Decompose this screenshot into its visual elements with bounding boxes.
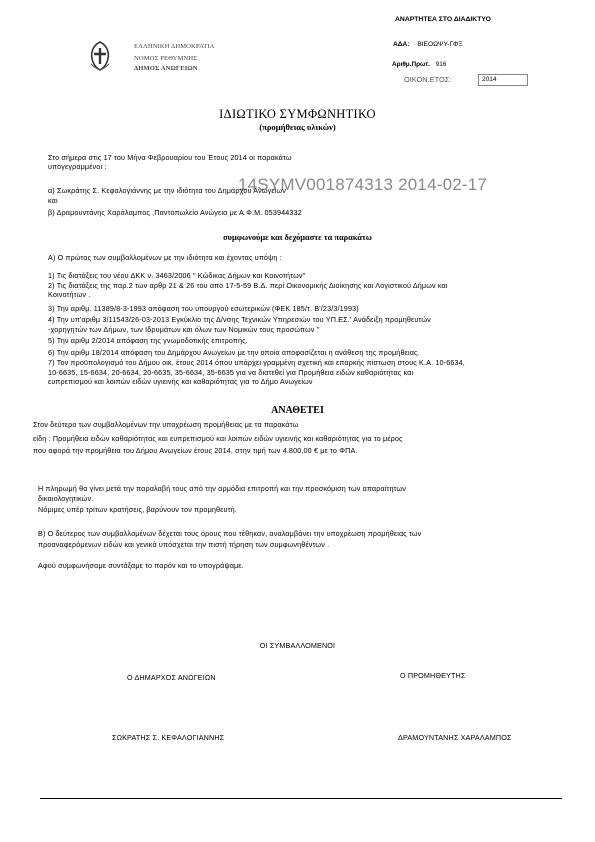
section-a-lead: Α) Ο πρώτος των συμβαλλομένων με την ιδιότητα και έχοντας υπόψη : xyxy=(48,253,282,262)
signatures-heading: ΟΙ ΣΥΜΒΑΛΛΟΜΕΝΟΙ xyxy=(259,641,336,650)
protocol-value: 916 xyxy=(435,61,447,68)
supplier-role: Ο ΠΡΟΜΗΘΕΥΤΗΣ xyxy=(400,671,466,680)
greek-emblem-icon xyxy=(84,40,116,72)
registration-watermark: 14SYMV001874313 2014-02-17 xyxy=(238,175,488,194)
ada-label: ΑΔΑ: xyxy=(393,41,410,48)
org-line-2: ΝΟΜΟΣ ΡΕΘΥΜΝΗΣ xyxy=(134,55,198,62)
supplier-name: ΔΡΑΜΟΥΝΤΑΝΗΣ ΧΑΡΑΛΑΜΠΟΣ xyxy=(398,733,512,742)
section-a-item: 7) Τον προϋπολογισμό του Δήμου οικ. έτους 2014 όπου υπάρχει γραμμένη σχετική και επαρκής πίστωση στους Κ.Α. 10-6634, xyxy=(48,358,465,367)
fiscal-year-label: ΟΙΚΟΝ.ΕΤΟΣ: xyxy=(404,75,452,84)
document-subtitle: (προμήθειας υλικών) xyxy=(259,122,336,132)
section-a-item: ευπρεπισμού και λοιπών ειδών υγιεινής και καθαριότητας για το Δήμο Ανωγείων xyxy=(48,377,313,386)
intro-line-1: Στο σήμερα στις 17 του Μήνα Φεβρουαρίου του Έτους 2014 οι παρακάτω xyxy=(48,153,292,162)
payment-line: Νόμιμες υπέρ τρίτων κρατήσεις, βαρύνουν τον προμηθευτή. xyxy=(38,505,237,514)
and-word: και xyxy=(48,196,58,205)
section-b-line: προαναφερόμενων ειδών και γενικά υπόσχεται την πιστή τήρηση των συμφωνηθέντων . xyxy=(38,540,330,549)
intro-line-2: υπογεγραμμένοι : xyxy=(48,162,107,171)
party-a: α) Σωκράτης Σ. Κεφαλογιάννης με την ιδιότητα του Δημάρχου Ανωγείων xyxy=(48,186,286,195)
section-b-line: Β) Ο δεύτερος των συμβαλλομένων δέχεται τους όρους που τέθηκαν, αναλαμβάνει την υποχρέωση προμήθειας των xyxy=(38,529,422,538)
section-a-item: -χορηγητών των Δήμων, των Ιδρυμάτων και όλων των Νομικών τους προσώπων '' xyxy=(48,324,320,334)
party-b: β) Δραμουντάνης Χαράλαμπος ,Παντοπωλείο Ανώγεια με Α.Φ.Μ. 053944332 xyxy=(48,208,302,217)
section-a-item: Κοινοτήτων . xyxy=(48,290,91,299)
fiscal-year-field: 2014 xyxy=(478,74,528,86)
agree-heading: συμφωνούμε και δεχόμαστε τα παρακάτω xyxy=(223,233,372,242)
document-title: ΙΔΙΩΤΙΚΟ ΣΥΜΦΩΝΗΤΙΚΟ xyxy=(219,107,376,121)
section-a-item: 10-6635, 15-6634, 20-6634, 20-6635, 35-6634, 35-6635 για να διατεθεί για Προμήθεια ειδών καθαριότητας και xyxy=(48,367,414,377)
ada-value: ΒΙΕΟΩΨΥ-ΓΦΞ xyxy=(417,41,463,48)
section-a-item: 4) Την υπ'αριθμ 3/11543/26-03-2013 Εγκύκλιο της Δ/νσης Τεχνικών Υπηρεσιών του ΥΠ.ΕΣ.' Ανάδειξη προμηθευτών xyxy=(48,315,431,324)
payment-line: Η πληρωμή θα γίνει μετά την παραλαβή τους από την αρμόδια επιτροπή και την προσκόμιση των απαραίτητων xyxy=(38,484,407,493)
mayor-role: Ο ΔΗΜΑΡΧΟΣ ΑΝΩΓΕΙΩΝ xyxy=(127,673,216,682)
section-a-item: 5) Την αριθμ 2/2014 απόφαση της γνωμοδοτικής επιτροπής. xyxy=(48,336,248,345)
section-a-item: 2) Τις διατάξεις της παρ.2 των αρθρ 21 & 26 του απο 17-5-59 Β.Δ. περί Οικονομικής Διοίκησης και Λογιστικού Δήμων και xyxy=(48,280,448,290)
protocol-label: Αριθμ.Πρωτ. xyxy=(392,61,430,68)
assign-line: Στον δεύτερο των συμβαλλομένων την υποχρέωση προμήθειας με τα παρακάτω xyxy=(33,420,299,429)
mayor-name: ΣΩΚΡΑΤΗΣ Σ. ΚΕΦΑΛΟΓΙΑΝΝΗΣ xyxy=(112,733,225,742)
bottom-divider xyxy=(40,798,562,799)
section-a-item: 3) Την αριθμ. 11389/8-3-1993 απόφαση του υπουργού εσωτερικών (ΦΕΚ 185/τ. Β'/23/3/1993) xyxy=(48,304,359,313)
org-line-1: ΕΛΛΗΝΙΚΗ ΔΗΜΟΚΡΑΤΙΑ xyxy=(134,43,215,50)
section-a-item: 1) Τις διατάξεις του νέου ΔΚΚ ν. 3463/2006 " Κώδικας Δήμων και Κοινοτήτων" xyxy=(48,271,306,280)
assign-heading: ΑΝΑΘΕΤΕΙ xyxy=(271,405,324,416)
ada-row xyxy=(393,41,463,48)
assign-line: είδη : Προμήθεια ειδών καθαριότητας και ευπρεπισμού και λοιπών ειδών υγιεινής και καθαριότητας για το μέρος xyxy=(33,434,403,443)
org-line-3: ΔΗΜΟΣ ΑΝΩΓΕΙΩΝ xyxy=(134,65,198,72)
posting-note: ΑΝΑΡΤΗΤΕΑ ΣΤΟ ΔΙΑΔΙΚΤΥΟ xyxy=(395,16,491,23)
payment-line: δικαιολογητικών. xyxy=(38,494,94,503)
section-a-item: 6) Την αριθμ 18/2014 απόφαση του Δημάρχου Ανωγείων με την οποία αποφασίζεται η ανάθεση της προμήθειας. xyxy=(48,348,420,357)
assign-line: που αφορά την προμήθεια του Δήμου Ανωγείων έτους 2014, στην τιμή των 4.800,00 € με το ΦΠΑ. xyxy=(33,446,358,455)
protocol-row xyxy=(392,61,446,68)
closing-line: Αφού συμφωνήσαμε συντάξαμε το παρόν και το υπογράψαμε. xyxy=(38,561,244,570)
